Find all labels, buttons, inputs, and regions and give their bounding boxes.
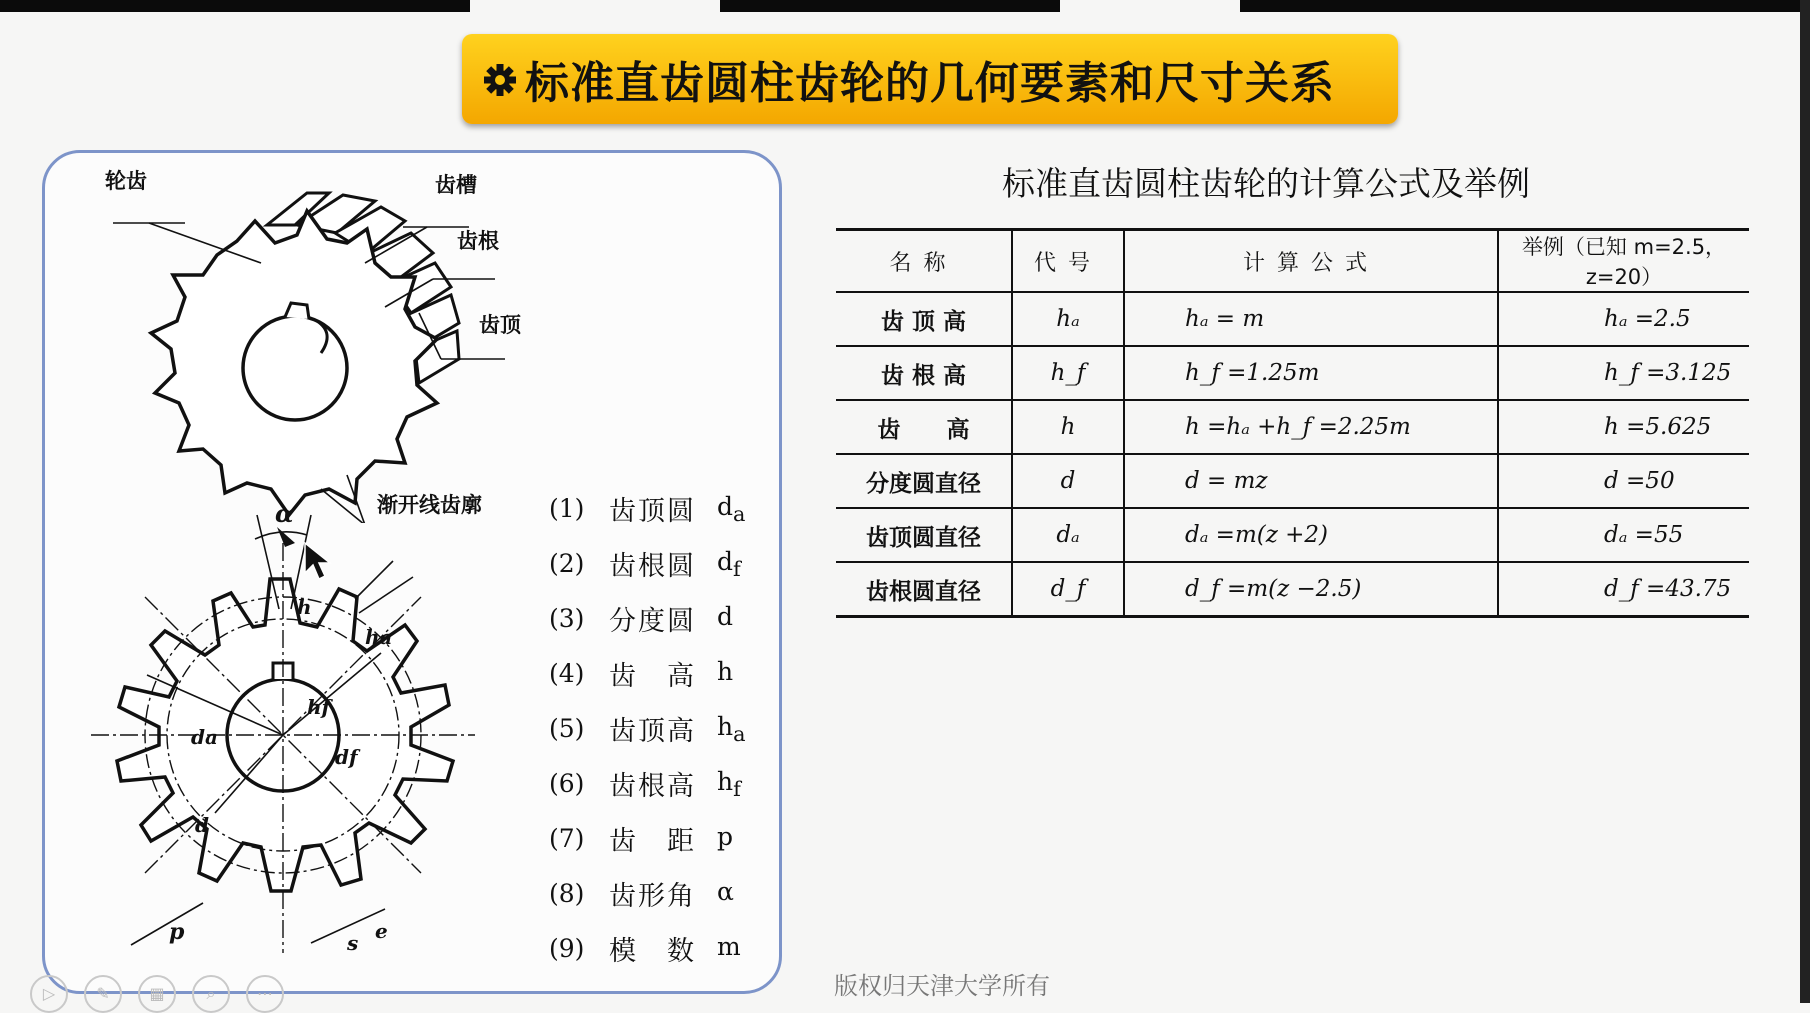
title-banner — [462, 34, 1398, 124]
table-header-row — [836, 230, 1749, 293]
term-8: (8) 齿形角 α — [549, 876, 734, 912]
table-row: 齿 根 高 h_f h_f =1.25m h_f =3.125 — [836, 346, 1749, 400]
gear-front-view-diagram — [55, 513, 485, 983]
top-edge-bar — [0, 0, 1810, 12]
header-formula: 计算公式 — [1124, 230, 1498, 293]
term-5: (5) 齿顶高 $h_a$ — [549, 711, 746, 747]
table-title: 标准直齿圆柱齿轮的计算公式及举例 — [1002, 164, 1530, 203]
copyright-footer: 版权归天津大学所有 — [834, 972, 1050, 1000]
mouse-cursor-icon — [303, 541, 333, 581]
gear-3d-diagram — [85, 163, 645, 523]
gear-terms-list — [549, 481, 769, 976]
term-6: (6) 齿根高 $h_f$ — [549, 766, 741, 802]
label-h: h — [297, 595, 312, 619]
term-3: (3) 分度圆 d — [549, 601, 734, 637]
label-d: d — [195, 813, 209, 837]
label-tooth: 轮齿 — [105, 169, 147, 193]
label-df: df — [335, 745, 358, 769]
table-row: 齿顶圆直径 dₐ dₐ =m(z +2) dₐ =55 — [836, 508, 1749, 562]
term-7: (7) 齿 距 p — [549, 821, 734, 857]
term-2: (2) 齿根圆 $d_f$ — [549, 546, 741, 582]
slides-icon[interactable]: ▦ — [138, 975, 176, 1013]
formula-table — [836, 228, 1749, 618]
label-ha: ha — [365, 625, 393, 649]
table-row: 齿 高 h h =hₐ +h_f =2.25m h =5.625 — [836, 400, 1749, 454]
header-code: 代号 — [1012, 230, 1124, 293]
more-icon[interactable]: ⋯ — [246, 975, 284, 1013]
gear-icon — [480, 60, 520, 100]
table-row: 分度圆直径 d d = mz d =50 — [836, 454, 1749, 508]
gear-diagram-panel — [42, 150, 782, 994]
table-row: 齿根圆直径 d_f d_f =m(z −2.5) d_f =43.75 — [836, 562, 1749, 617]
term-1: (1) 齿顶圆 $d_a$ — [549, 491, 746, 527]
pen-icon[interactable]: ✎ — [84, 975, 122, 1013]
label-hf: hf — [307, 695, 331, 719]
label-da: da — [191, 725, 218, 749]
label-s: s — [347, 931, 359, 955]
label-groove: 齿槽 — [435, 173, 477, 197]
label-alpha: α — [275, 499, 294, 528]
term-4: (4) 齿 高 h — [549, 656, 734, 692]
header-name: 名称 — [836, 230, 1012, 293]
page-title: 标准直齿圆柱齿轮的几何要素和尺寸关系 — [525, 58, 1335, 109]
label-p: p — [169, 919, 185, 945]
label-e: e — [375, 919, 388, 943]
label-root: 齿根 — [457, 229, 499, 253]
zoom-icon[interactable]: ⌕ — [192, 975, 230, 1013]
table-row: 齿 顶 高 hₐ hₐ = m hₐ =2.5 — [836, 292, 1749, 346]
header-example: 举例（已知 m=2.5，z=20） — [1498, 230, 1749, 293]
right-edge-strip — [1800, 0, 1810, 1003]
term-9: (9) 模 数 m — [549, 931, 741, 967]
label-involute: 渐开线齿廓 — [377, 493, 482, 517]
label-tip: 齿顶 — [479, 313, 521, 337]
play-icon[interactable]: ▷ — [30, 975, 68, 1013]
